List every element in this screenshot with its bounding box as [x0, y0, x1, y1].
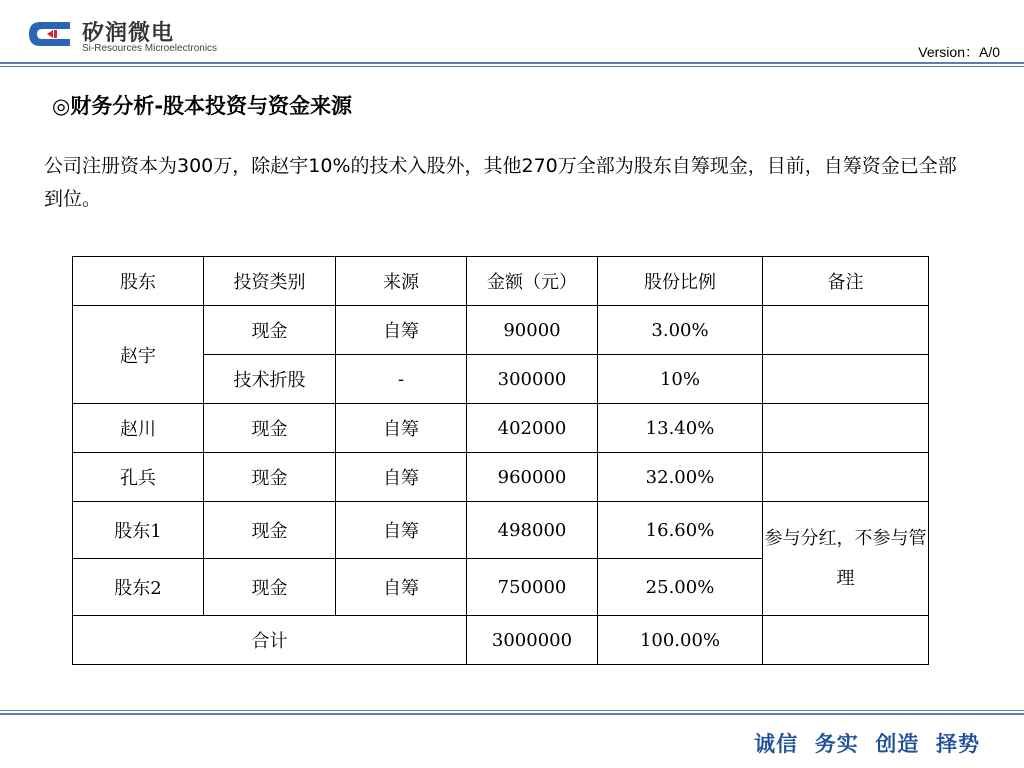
company-logo: [26, 16, 266, 56]
ratio-cell: 3.00%: [598, 306, 763, 355]
ratio-cell: 32.00%: [598, 453, 763, 502]
table-header-row: [73, 257, 929, 306]
note-cell: [763, 355, 929, 404]
logo-english-name: Si-Resources Microelectronics: [82, 43, 218, 54]
ratio-cell: 13.40%: [598, 404, 763, 453]
source-cell: 自筹: [336, 453, 467, 502]
holder-cell: 孔兵: [73, 453, 204, 502]
header-cell: 股东: [73, 257, 204, 306]
holder-cell: 赵宇: [73, 306, 204, 404]
amount-cell: 498000: [467, 502, 598, 559]
source-cell: -: [336, 355, 467, 404]
source-cell: 自筹: [336, 502, 467, 559]
holder-cell: 股东1: [73, 502, 204, 559]
total-ratio-cell: 100.00%: [598, 616, 763, 665]
type-cell: 现金: [204, 404, 336, 453]
header-cell: 投资类别: [204, 257, 336, 306]
version-label: Version：A/0: [918, 44, 1000, 60]
amount-cell: 750000: [467, 559, 598, 616]
total-label-cell: 合计: [73, 616, 467, 665]
header-cell: 股份比例: [598, 257, 763, 306]
source-cell: 自筹: [336, 404, 467, 453]
intro-paragraph: 公司注册资本为300万，除赵宇10%的技术入股外，其他270万全部为股东自筹现金，目前，自筹资金已全部到位。: [44, 155, 957, 210]
header-cell: 金额（元）: [467, 257, 598, 306]
table-row: [73, 453, 929, 502]
ratio-cell: 25.00%: [598, 559, 763, 616]
holder-cell: 股东2: [73, 559, 204, 616]
header-divider: [0, 62, 1024, 68]
type-cell: 现金: [204, 306, 336, 355]
note-cell: [763, 404, 929, 453]
source-cell: 自筹: [336, 559, 467, 616]
type-cell: 现金: [204, 453, 336, 502]
amount-cell: 90000: [467, 306, 598, 355]
table-row: [73, 404, 929, 453]
total-note-cell: [763, 616, 929, 665]
amount-cell: 402000: [467, 404, 598, 453]
ratio-cell: 16.60%: [598, 502, 763, 559]
ratio-cell: 10%: [598, 355, 763, 404]
header-cell: 备注: [763, 257, 929, 306]
header-cell: 来源: [336, 257, 467, 306]
company-logo-icon: [26, 16, 74, 52]
table-row: [73, 502, 929, 559]
footer-slogan: 诚信 务实 创造 择势: [754, 732, 980, 756]
logo-chinese-name: 矽润微电: [82, 21, 175, 46]
note-cell: 参与分红，不参与管理: [763, 502, 929, 616]
table-total-row: [73, 616, 929, 665]
amount-cell: 960000: [467, 453, 598, 502]
table-row: [73, 306, 929, 355]
type-cell: 现金: [204, 502, 336, 559]
amount-cell: 300000: [467, 355, 598, 404]
note-cell: [763, 306, 929, 355]
type-cell: 技术折股: [204, 355, 336, 404]
type-cell: 现金: [204, 559, 336, 616]
shareholder-table: [72, 256, 929, 665]
page-title: ◎财务分析-股本投资与资金来源: [52, 94, 353, 118]
footer-divider: [0, 710, 1024, 716]
source-cell: 自筹: [336, 306, 467, 355]
total-amount-cell: 3000000: [467, 616, 598, 665]
holder-cell: 赵川: [73, 404, 204, 453]
note-cell: [763, 453, 929, 502]
